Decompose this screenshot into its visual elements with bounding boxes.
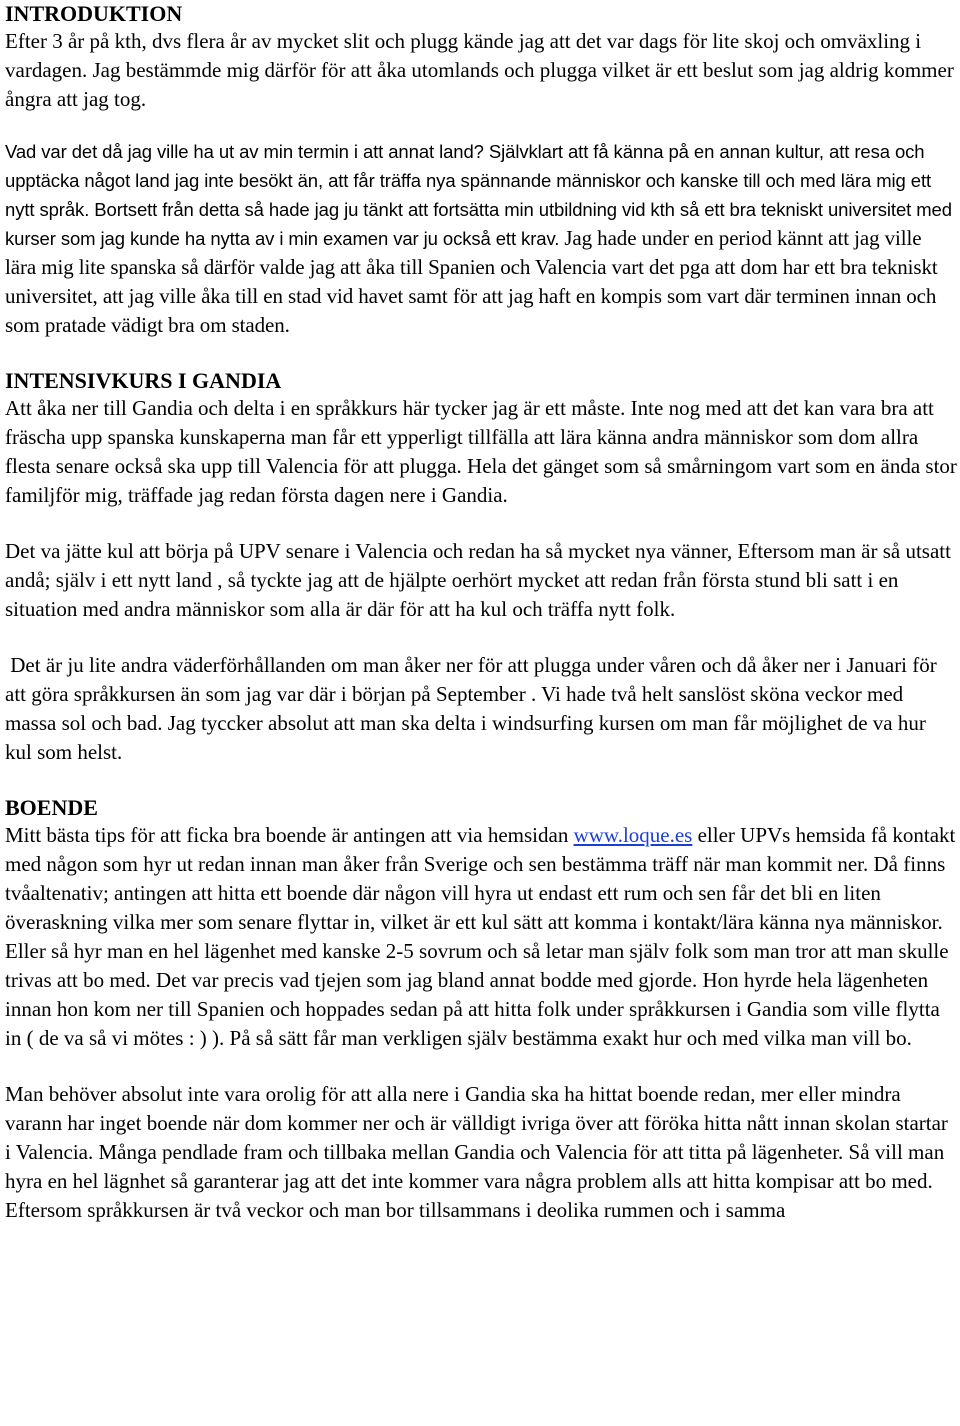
document-page	[5, 0, 957, 1225]
heading-intensivkurs: INTENSIVKURS I GANDIA	[5, 368, 282, 393]
paragraph-gap	[5, 510, 957, 537]
section-introduktion	[5, 0, 957, 340]
intro-paragraph-2-serif: Jag hade under en period kännt att jag ville lära mig lite spanska så därför valde jag att åka till Spanien och Valencia vart det pga att dom har ett bra tekniskt universitet, att jag ville åka till en stad vid havet samt för att jag haft en kompis som vart där terminen innan och som pratade vädigt bra om staden.	[5, 226, 938, 337]
boende-paragraph-1-start: Mitt bästa tips för att ficka bra boende är antingen att via hemsidan	[5, 823, 574, 847]
loque-link[interactable]: www.loque.es	[573, 823, 693, 847]
paragraph-gap	[5, 624, 957, 651]
section-gap	[5, 340, 957, 367]
boende-paragraph-2: Man behöver absolut inte vara orolig för att alla nere i Gandia ska ha hittat boende redan, mer eller mindra varann har inget boende när dom kommer ner och är välldigt ivriga över att föröka hitta nått innan skolan startar i Valencia. Många pendlade fram och tillbaka mellan Gandia och Valencia för att titta på lägenheter. Så vill man hyra en hel lägnhet så garanterar jag att det inte kommer vara några problem alls att hitta kompisar att bo med. Eftersom språkkursen är två veckor och man bor tillsammans i deolika rummen och i samma	[5, 1082, 948, 1222]
section-gap	[5, 767, 957, 794]
intro-paragraph-2-sans: Vad var det då jag ville ha ut av min termin i att annat land? Självklart att få känna på en annan kultur, att resa och upptäcka något land jag inte besökt än, att får träffa nya spännande människor och kanske till och med lära mig ett nytt språk. Bortsett från detta så hade jag ju tänkt att fortsätta min utbildning vid kth så ett bra tekniskt universitet med kurser som jag kunde ha nytta av i min examen var ju också ett krav.	[5, 141, 952, 249]
heading-introduktion: INTRODUKTION	[5, 1, 183, 26]
boende-paragraph-1-end: eller UPVs hemsida få kontakt med någon som hyr ut redan innan man åker från Sverige och sen bestämma träff när man kommit ner. Då finns tvåaltenativ; antingen att hitta ett boende där någon vill hyra ut endast ett rum och sen får det bli en liten överaskning vilka mer som senare flyttar in, vilket är ett kul sätt att komma i kontakt/lära känna nya människor. Eller så hyr man en hel lägenhet med kanske 2-5 sovrum och så letar man själv folk som man tror att man skulle trivas att bo med. Det var precis vad tjejen som jag bland annat bodde med gjorde. Hon hyrde hela lägenheten innan hon kom ner till Spanien och hoppades sedan på att hitta folk under språkkursen i Gandia som ville flytta in ( de va så vi mötes : ) ). På så sätt får man verkligen själv bestämma exakt hur och med vilka man vill bo.	[5, 823, 956, 1050]
boende-paragraph-1	[5, 821, 957, 1053]
gandia-paragraph-3: Det är ju lite andra väderförhållanden om man åker ner för att plugga under våren och då åker ner i Januari för att göra språkkursen än som jag var där i början på September . Vi hade två helt sanslöst sköna veckor med massa sol och bad. Jag tyccker absolut att man ska delta i windsurfing kursen om man får möjlighet de va hur kul som helst.	[5, 653, 943, 764]
section-boende	[5, 794, 957, 1225]
section-intensivkurs	[5, 367, 957, 767]
intro-paragraph-1: Efter 3 år på kth, dvs flera år av mycket slit och plugg kände jag att det var dags för lite skoj och omväxling i vardagen. Jag bestämmde mig därför för att åka utomlands och plugga vilket är ett beslut som jag aldrig kommer ångra att jag tog.	[5, 29, 954, 111]
paragraph-gap	[5, 114, 957, 137]
gandia-paragraph-2: Det va jätte kul att börja på UPV senare i Valencia och redan ha så mycket nya vänner, Eftersom man är så utsatt andå; själv i ett nytt land , så tyckte jag att de hjälpte oerhört mycket att redan från första stund bli satt i en situation med andra människor som alla är där för att ha kul och träffa nytt folk.	[5, 539, 951, 621]
intro-paragraph-2	[5, 137, 957, 340]
heading-boende: BOENDE	[5, 795, 98, 820]
paragraph-gap	[5, 1053, 957, 1080]
gandia-paragraph-1: Att åka ner till Gandia och delta i en språkkurs här tycker jag är ett måste. Inte nog med att det kan vara bra att fräscha upp spanska kunskaperna man får ett ypperligt tillfälla att lära känna andra människor som dom allra flesta senare också ska upp till Valencia för att plugga. Hela det gänget som så smårningom vart som en ända stor familjför mig, träffade jag redan första dagen nere i Gandia.	[5, 396, 957, 507]
